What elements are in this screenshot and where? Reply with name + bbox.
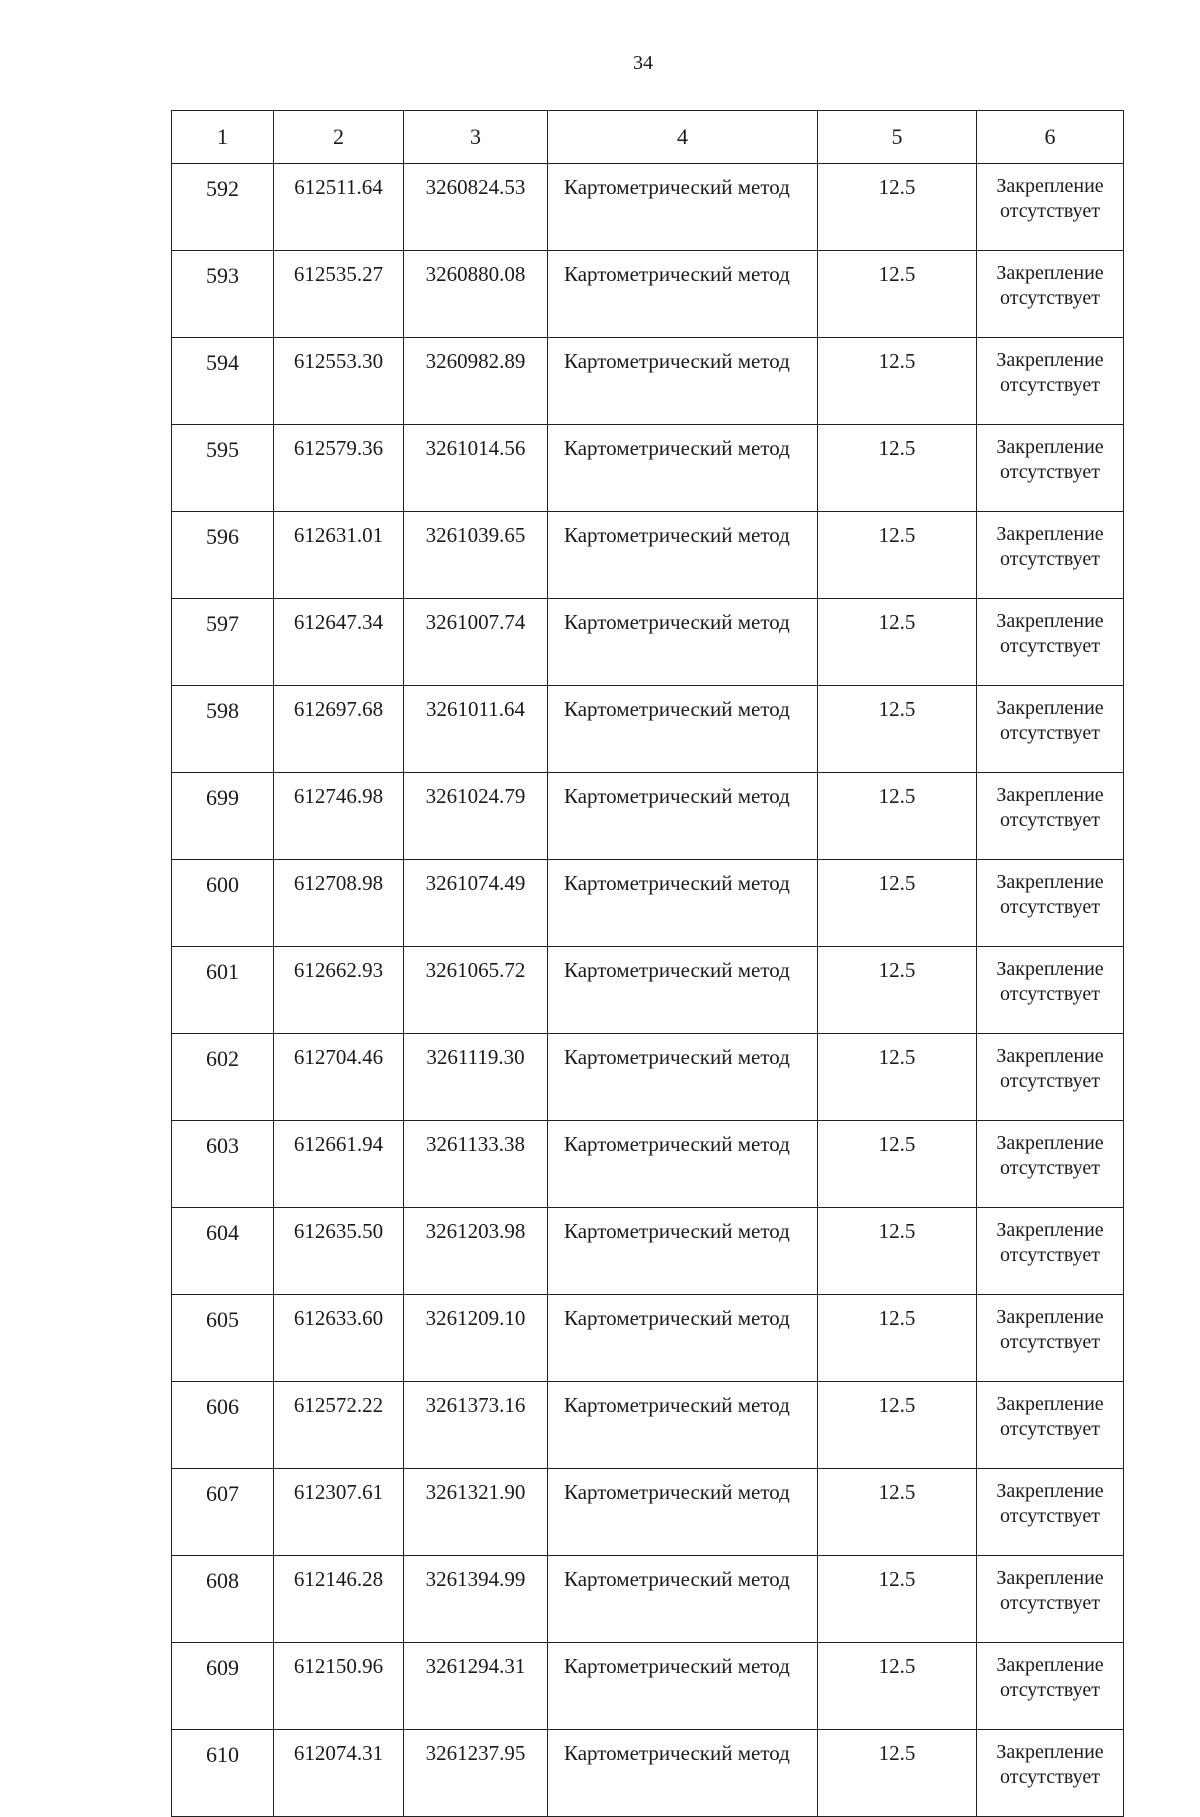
fixation-line-2: отсутствует	[999, 635, 1101, 657]
fixation-line-1: Закрепление	[996, 958, 1104, 980]
point-number-cell: 605	[172, 1295, 274, 1382]
fixation-line-1: Закрепление	[996, 871, 1104, 893]
table-row	[172, 1643, 1124, 1730]
accuracy-cell: 12.5	[818, 164, 977, 251]
fixation-cell	[977, 425, 1124, 512]
y-coordinate-cell: 3261024.79	[404, 773, 548, 860]
header-cell-1: 1	[172, 111, 274, 164]
fixation-cell	[977, 947, 1124, 1034]
fixation-line-1: Закрепление	[996, 1045, 1104, 1067]
method-cell: Картометрический метод	[548, 338, 818, 425]
point-number-cell: 601	[172, 947, 274, 1034]
fixation-line-2: отсутствует	[999, 548, 1101, 570]
point-number-cell: 598	[172, 686, 274, 773]
accuracy-cell: 12.5	[818, 599, 977, 686]
fixation-cell	[977, 1295, 1124, 1382]
x-coordinate-cell: 612746.98	[274, 773, 404, 860]
y-coordinate-cell: 3261203.98	[404, 1208, 548, 1295]
y-coordinate-cell: 3261014.56	[404, 425, 548, 512]
method-cell: Картометрический метод	[548, 1121, 818, 1208]
point-number-cell: 602	[172, 1034, 274, 1121]
fixation-line-2: отсутствует	[999, 983, 1101, 1005]
point-number-cell: 594	[172, 338, 274, 425]
point-number-cell: 597	[172, 599, 274, 686]
table-row	[172, 1556, 1124, 1643]
table-header-row	[172, 111, 1124, 164]
accuracy-cell: 12.5	[818, 773, 977, 860]
x-coordinate-cell: 612307.61	[274, 1469, 404, 1556]
accuracy-cell: 12.5	[818, 686, 977, 773]
y-coordinate-cell: 3260824.53	[404, 164, 548, 251]
table-row	[172, 425, 1124, 512]
point-number-cell: 595	[172, 425, 274, 512]
method-cell: Картометрический метод	[548, 1469, 818, 1556]
accuracy-cell: 12.5	[818, 1556, 977, 1643]
fixation-cell	[977, 1208, 1124, 1295]
y-coordinate-cell: 3261373.16	[404, 1382, 548, 1469]
fixation-cell	[977, 686, 1124, 773]
table-row	[172, 1295, 1124, 1382]
x-coordinate-cell: 612572.22	[274, 1382, 404, 1469]
accuracy-cell: 12.5	[818, 1382, 977, 1469]
fixation-line-1: Закрепление	[996, 1654, 1104, 1676]
fixation-cell	[977, 860, 1124, 947]
accuracy-cell: 12.5	[818, 251, 977, 338]
table-row	[172, 338, 1124, 425]
y-coordinate-cell: 3261209.10	[404, 1295, 548, 1382]
table-row	[172, 860, 1124, 947]
fixation-line-2: отсутствует	[999, 896, 1101, 918]
fixation-cell	[977, 1556, 1124, 1643]
point-number-cell: 593	[172, 251, 274, 338]
table-row	[172, 1034, 1124, 1121]
table-row	[172, 773, 1124, 860]
fixation-line-2: отсутствует	[999, 722, 1101, 744]
accuracy-cell: 12.5	[818, 1643, 977, 1730]
y-coordinate-cell: 3261133.38	[404, 1121, 548, 1208]
fixation-line-1: Закрепление	[996, 1567, 1104, 1589]
accuracy-cell: 12.5	[818, 1295, 977, 1382]
accuracy-cell: 12.5	[818, 425, 977, 512]
point-number-cell: 608	[172, 1556, 274, 1643]
table-row	[172, 686, 1124, 773]
fixation-line-1: Закрепление	[996, 175, 1104, 197]
y-coordinate-cell: 3261321.90	[404, 1469, 548, 1556]
fixation-line-1: Закрепление	[996, 1132, 1104, 1154]
fixation-line-2: отсутствует	[999, 1331, 1101, 1353]
header-cell-3: 3	[404, 111, 548, 164]
table-row	[172, 1469, 1124, 1556]
x-coordinate-cell: 612511.64	[274, 164, 404, 251]
x-coordinate-cell: 612535.27	[274, 251, 404, 338]
header-cell-4: 4	[548, 111, 818, 164]
fixation-cell	[977, 338, 1124, 425]
point-number-cell: 596	[172, 512, 274, 599]
accuracy-cell: 12.5	[818, 1034, 977, 1121]
fixation-line-1: Закрепление	[996, 784, 1104, 806]
accuracy-cell: 12.5	[818, 1208, 977, 1295]
point-number-cell: 610	[172, 1730, 274, 1817]
fixation-line-1: Закрепление	[996, 610, 1104, 632]
y-coordinate-cell: 3261294.31	[404, 1643, 548, 1730]
point-number-cell: 592	[172, 164, 274, 251]
fixation-line-1: Закрепление	[996, 262, 1104, 284]
x-coordinate-cell: 612579.36	[274, 425, 404, 512]
fixation-cell	[977, 773, 1124, 860]
y-coordinate-cell: 3261011.64	[404, 686, 548, 773]
accuracy-cell: 12.5	[818, 1469, 977, 1556]
accuracy-cell: 12.5	[818, 1121, 977, 1208]
method-cell: Картометрический метод	[548, 1382, 818, 1469]
method-cell: Картометрический метод	[548, 1034, 818, 1121]
fixation-cell	[977, 1382, 1124, 1469]
table-body	[172, 111, 1124, 1817]
x-coordinate-cell: 612150.96	[274, 1643, 404, 1730]
point-number-cell: 606	[172, 1382, 274, 1469]
fixation-line-1: Закрепление	[996, 436, 1104, 458]
point-number-cell: 600	[172, 860, 274, 947]
y-coordinate-cell: 3261007.74	[404, 599, 548, 686]
fixation-line-2: отсутствует	[999, 287, 1101, 309]
accuracy-cell: 12.5	[818, 1730, 977, 1817]
table-row	[172, 1208, 1124, 1295]
method-cell: Картометрический метод	[548, 686, 818, 773]
method-cell: Картометрический метод	[548, 164, 818, 251]
y-coordinate-cell: 3261394.99	[404, 1556, 548, 1643]
x-coordinate-cell: 612647.34	[274, 599, 404, 686]
fixation-line-1: Закрепление	[996, 523, 1104, 545]
fixation-line-1: Закрепление	[996, 697, 1104, 719]
fixation-line-2: отсутствует	[999, 1679, 1101, 1701]
fixation-cell	[977, 1469, 1124, 1556]
fixation-line-2: отсутствует	[999, 809, 1101, 831]
fixation-line-1: Закрепление	[996, 349, 1104, 371]
fixation-line-2: отсутствует	[999, 1244, 1101, 1266]
table-row	[172, 1121, 1124, 1208]
fixation-line-1: Закрепление	[996, 1741, 1104, 1763]
accuracy-cell: 12.5	[818, 512, 977, 599]
point-number-cell: 603	[172, 1121, 274, 1208]
fixation-line-2: отсутствует	[999, 374, 1101, 396]
table-row	[172, 251, 1124, 338]
method-cell: Картометрический метод	[548, 1295, 818, 1382]
accuracy-cell: 12.5	[818, 947, 977, 1034]
point-number-cell: 607	[172, 1469, 274, 1556]
x-coordinate-cell: 612146.28	[274, 1556, 404, 1643]
page-number: 34	[633, 52, 653, 74]
fixation-cell	[977, 164, 1124, 251]
table-row	[172, 164, 1124, 251]
fixation-cell	[977, 512, 1124, 599]
fixation-cell	[977, 1121, 1124, 1208]
fixation-line-1: Закрепление	[996, 1393, 1104, 1415]
method-cell: Картометрический метод	[548, 425, 818, 512]
x-coordinate-cell: 612074.31	[274, 1730, 404, 1817]
method-cell: Картометрический метод	[548, 1730, 818, 1817]
accuracy-cell: 12.5	[818, 338, 977, 425]
header-cell-6: 6	[977, 111, 1124, 164]
table-row	[172, 599, 1124, 686]
x-coordinate-cell: 612635.50	[274, 1208, 404, 1295]
y-coordinate-cell: 3261074.49	[404, 860, 548, 947]
fixation-line-1: Закрепление	[996, 1480, 1104, 1502]
fixation-cell	[977, 1643, 1124, 1730]
x-coordinate-cell: 612661.94	[274, 1121, 404, 1208]
table-row	[172, 1382, 1124, 1469]
fixation-line-2: отсутствует	[999, 200, 1101, 222]
method-cell: Картометрический метод	[548, 251, 818, 338]
x-coordinate-cell: 612631.01	[274, 512, 404, 599]
fixation-line-2: отсутствует	[999, 1157, 1101, 1179]
x-coordinate-cell: 612553.30	[274, 338, 404, 425]
accuracy-cell: 12.5	[818, 860, 977, 947]
y-coordinate-cell: 3260880.08	[404, 251, 548, 338]
y-coordinate-cell: 3261065.72	[404, 947, 548, 1034]
fixation-line-1: Закрепление	[996, 1306, 1104, 1328]
x-coordinate-cell: 612697.68	[274, 686, 404, 773]
fixation-cell	[977, 599, 1124, 686]
x-coordinate-cell: 612704.46	[274, 1034, 404, 1121]
table-row	[172, 947, 1124, 1034]
point-number-cell: 609	[172, 1643, 274, 1730]
table-row	[172, 1730, 1124, 1817]
fixation-line-2: отсутствует	[999, 1418, 1101, 1440]
fixation-cell	[977, 1034, 1124, 1121]
method-cell: Картометрический метод	[548, 1643, 818, 1730]
point-number-cell: 699	[172, 773, 274, 860]
y-coordinate-cell: 3261119.30	[404, 1034, 548, 1121]
method-cell: Картометрический метод	[548, 1208, 818, 1295]
x-coordinate-cell: 612662.93	[274, 947, 404, 1034]
x-coordinate-cell: 612633.60	[274, 1295, 404, 1382]
fixation-line-2: отсутствует	[999, 1766, 1101, 1788]
coordinates-table	[171, 110, 1124, 1817]
method-cell: Картометрический метод	[548, 773, 818, 860]
fixation-cell	[977, 1730, 1124, 1817]
fixation-line-1: Закрепление	[996, 1219, 1104, 1241]
fixation-line-2: отсутствует	[999, 1505, 1101, 1527]
method-cell: Картометрический метод	[548, 860, 818, 947]
y-coordinate-cell: 3260982.89	[404, 338, 548, 425]
y-coordinate-cell: 3261237.95	[404, 1730, 548, 1817]
header-cell-2: 2	[274, 111, 404, 164]
header-cell-5: 5	[818, 111, 977, 164]
method-cell: Картометрический метод	[548, 947, 818, 1034]
point-number-cell: 604	[172, 1208, 274, 1295]
y-coordinate-cell: 3261039.65	[404, 512, 548, 599]
table-row	[172, 512, 1124, 599]
method-cell: Картометрический метод	[548, 1556, 818, 1643]
method-cell: Картометрический метод	[548, 599, 818, 686]
fixation-cell	[977, 251, 1124, 338]
method-cell: Картометрический метод	[548, 512, 818, 599]
x-coordinate-cell: 612708.98	[274, 860, 404, 947]
fixation-line-2: отсутствует	[999, 1070, 1101, 1092]
fixation-line-2: отсутствует	[999, 461, 1101, 483]
fixation-line-2: отсутствует	[999, 1592, 1101, 1614]
